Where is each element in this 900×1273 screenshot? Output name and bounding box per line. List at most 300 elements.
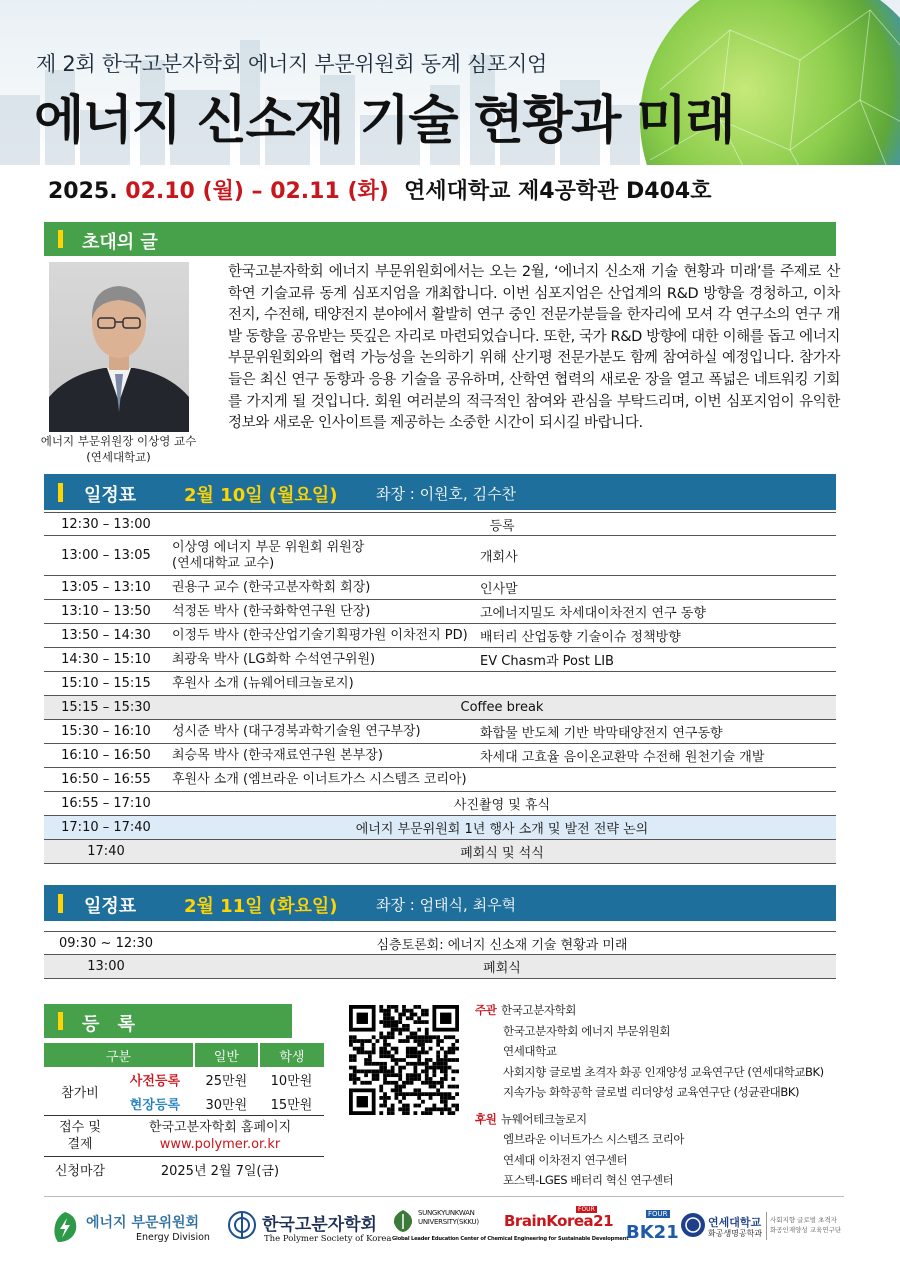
heading-marker <box>58 894 63 913</box>
pre-student-fee: 10만원 <box>270 1073 313 1089</box>
yonsei-emblem-icon <box>680 1212 706 1238</box>
qr-module <box>451 1051 455 1055</box>
qr-module <box>395 1081 399 1085</box>
chairman-photo <box>49 262 189 432</box>
qr-module <box>421 1069 425 1073</box>
four-badge: FOUR <box>578 1206 595 1213</box>
qr-module <box>406 1062 410 1066</box>
day1-schedule-table <box>44 512 836 864</box>
qr-module <box>364 1051 368 1055</box>
qr-module <box>360 1039 364 1043</box>
yonsei-dept: 화공생명공학과 <box>708 1229 763 1238</box>
qr-module <box>455 1069 459 1073</box>
qr-module <box>398 1107 402 1111</box>
qr-module <box>395 1051 399 1055</box>
schedule-topic <box>476 672 836 696</box>
qr-module <box>402 1081 406 1085</box>
qr-module <box>391 1069 395 1073</box>
footer-divider <box>44 1196 844 1197</box>
qr-module <box>391 1107 395 1111</box>
qr-module <box>349 1043 353 1047</box>
qr-module <box>448 1085 452 1089</box>
qr-module <box>387 1043 391 1047</box>
qr-module <box>383 1092 387 1096</box>
qr-module <box>444 1096 448 1100</box>
qr-module <box>379 1009 383 1013</box>
qr-module <box>421 1009 425 1013</box>
qr-module <box>436 1062 440 1066</box>
qr-module <box>379 1111 383 1115</box>
qr-module <box>410 1009 414 1013</box>
qr-module <box>379 1035 383 1039</box>
qr-module <box>425 1051 429 1055</box>
qr-module <box>406 1107 410 1111</box>
fee-label: 참가비 <box>61 1085 99 1101</box>
yonsei-bk-line1: 사회지향 글로벌 초격자 <box>770 1216 837 1224</box>
qr-module <box>421 1047 425 1051</box>
qr-module <box>372 1047 376 1051</box>
qr-module <box>417 1051 421 1055</box>
qr-module <box>391 1058 395 1062</box>
registration-heading: 등 록 <box>82 1014 142 1035</box>
qr-module <box>440 1066 444 1070</box>
qr-module <box>425 1066 429 1070</box>
schedule-time: 13:00 – 13:05 <box>44 536 168 576</box>
qr-module <box>395 1058 399 1062</box>
qr-module <box>402 1107 406 1111</box>
qr-module <box>448 1058 452 1062</box>
qr-module <box>429 1077 433 1081</box>
qr-module <box>413 1054 417 1058</box>
qr-module <box>349 1054 353 1058</box>
qr-module <box>387 1009 391 1013</box>
qr-module <box>353 1069 357 1073</box>
skku-name-2: UNIVERSITY(SKKU) <box>418 1218 479 1226</box>
qr-module <box>444 1058 448 1062</box>
qr-module <box>421 1020 425 1024</box>
qr-module <box>413 1047 417 1051</box>
qr-module <box>387 1035 391 1039</box>
schedule-row <box>44 672 836 696</box>
host-item: 연세대학교 <box>503 1044 557 1058</box>
qr-module <box>440 1111 444 1115</box>
deadline-value: 2025년 2월 7일(금) <box>116 1157 324 1182</box>
qr-module <box>444 1054 448 1058</box>
qr-module <box>421 1013 425 1017</box>
qr-module <box>379 1047 383 1051</box>
qr-module <box>379 1088 383 1092</box>
schedule-row <box>44 648 836 672</box>
schedule-item: 폐회식 및 석식 <box>168 840 836 864</box>
qr-module <box>398 1013 402 1017</box>
qr-module <box>402 1028 406 1032</box>
qr-module <box>402 1005 406 1009</box>
qr-module <box>398 1066 402 1070</box>
host-item: 사회지향 글로벌 초격자 화공 인재양성 교육연구단 (연세대학교BK) <box>503 1064 824 1079</box>
qr-module <box>379 1062 383 1066</box>
qr-module <box>417 1043 421 1047</box>
heading-marker <box>58 483 63 502</box>
qr-module <box>353 1035 357 1039</box>
qr-module <box>455 1092 459 1096</box>
qr-module <box>436 1081 440 1085</box>
qr-module <box>440 1096 444 1100</box>
qr-module <box>395 1096 399 1100</box>
qr-module <box>349 1073 353 1077</box>
schedule-time: 15:10 – 15:15 <box>44 672 168 696</box>
qr-module <box>379 1085 383 1089</box>
sponsor-label: 후원 <box>475 1111 497 1126</box>
qr-module <box>357 1069 361 1073</box>
qr-module <box>353 1054 357 1058</box>
qr-module <box>429 1035 433 1039</box>
qr-module <box>410 1092 414 1096</box>
schedule-time: 09:30 ~ 12:30 <box>44 932 168 955</box>
qr-module <box>391 1016 395 1020</box>
polymer-society-en: The Polymer Society of Korea <box>264 1234 392 1244</box>
qr-module <box>402 1104 406 1108</box>
qr-module <box>391 1028 395 1032</box>
schedule-label: 일정표 <box>84 896 137 917</box>
qr-module <box>432 1073 436 1077</box>
qr-module <box>429 1096 433 1100</box>
qr-module <box>349 1035 353 1039</box>
qr-module <box>429 1111 433 1115</box>
qr-module <box>429 1058 433 1062</box>
schedule-topic: 배터리 산업동향 기술이슈 정책방향 <box>476 624 836 648</box>
qr-module <box>436 1039 440 1043</box>
qr-module <box>410 1051 414 1055</box>
schedule-speaker: 이상영 에너지 부문 위원회 위원장 (연세대학교 교수) <box>168 536 476 576</box>
qr-module <box>398 1085 402 1089</box>
deadline-label: 신청마감 <box>44 1157 116 1182</box>
qr-module <box>398 1028 402 1032</box>
qr-finder-pattern <box>440 1013 451 1024</box>
qr-module <box>357 1077 361 1081</box>
qr-module <box>379 1069 383 1073</box>
qr-module <box>398 1100 402 1104</box>
qr-module <box>451 1104 455 1108</box>
four-badge: FOUR <box>648 1210 668 1218</box>
qr-module <box>364 1062 368 1066</box>
qr-module <box>429 1047 433 1051</box>
qr-module <box>455 1047 459 1051</box>
qr-module <box>395 1073 399 1077</box>
qr-module <box>364 1081 368 1085</box>
schedule-chair: 좌장 : 엄태식, 최우혁 <box>376 896 517 914</box>
invitation-text: 한국고분자학회 에너지 부문위원회에서는 오는 2월, ‘에너지 신소재 기술 현황과 미래’를 주제로 산학연 기술교류 동계 심포지엄을 개최합니다. 이번 심포지엄은 산업계의 R&D 방향을 경청하고, 이차전지, 수전해, 태양전지 분야에서 활발히 연구 중인 전문가분들을 한자리에 모셔 각 연구소의 연구 개발 동향을 공유받는 뜻깊은 자리로 마련되었습니다. 또한, 국가 R&D 방향에 대한 이해를 돕고 에너지 부문위원회와의 협력 가능성을 논의하기 위해 산기평 전문가분도 함께 참여하실 예정입니다. 참가자들은 최신 연구 동향과 응용 기술을 공유하며, 산학연 협력의 새로운 장을 열고 폭넓은 네트워킹 기회를 가지게 될 것입니다. 회원 여러분의 적극적인 참여와 관심을 부탁드리며, 이번 심포지엄이 유익한 정보와 새로운 인사이트를 제공하는 소중한 시간이 되시길 바랍니다. <box>228 264 840 432</box>
qr-module <box>349 1039 353 1043</box>
qr-module <box>410 1062 414 1066</box>
qr-module <box>395 1005 399 1009</box>
schedule-time: 17:40 <box>44 840 168 864</box>
qr-module <box>391 1111 395 1115</box>
qr-module <box>353 1058 357 1062</box>
qr-module <box>398 1088 402 1092</box>
qr-module <box>383 1035 387 1039</box>
qr-module <box>376 1073 380 1077</box>
qr-module <box>387 1051 391 1055</box>
qr-module <box>368 1069 372 1073</box>
qr-module <box>391 1024 395 1028</box>
qr-module <box>432 1104 436 1108</box>
qr-module <box>417 1035 421 1039</box>
polymer-society-kr: 한국고분자학회 <box>262 1215 377 1235</box>
schedule-speaker: 후원사 소개 (엠브라운 이너트가스 시스템즈 코리아) <box>168 768 476 792</box>
qr-module <box>391 1104 395 1108</box>
qr-module <box>448 1096 452 1100</box>
qr-module <box>383 1009 387 1013</box>
qr-module <box>353 1047 357 1051</box>
skku-emblem-icon <box>392 1209 414 1233</box>
qr-module <box>402 1111 406 1115</box>
qr-module <box>398 1058 402 1062</box>
qr-module <box>451 1077 455 1081</box>
qr-module <box>417 1073 421 1077</box>
qr-module <box>429 1092 433 1096</box>
qr-module <box>368 1058 372 1062</box>
qr-module <box>413 1035 417 1039</box>
qr-module <box>436 1107 440 1111</box>
qr-module <box>383 1024 387 1028</box>
qr-module <box>429 1081 433 1085</box>
schedule-time: 13:10 – 13:50 <box>44 600 168 624</box>
host-item: 한국고분자학회 에너지 부문위원회 <box>503 1023 671 1038</box>
qr-module <box>383 1054 387 1058</box>
qr-module <box>440 1092 444 1096</box>
qr-module <box>417 1088 421 1092</box>
qr-module <box>436 1092 440 1096</box>
qr-module <box>391 1020 395 1024</box>
qr-module <box>413 1020 417 1024</box>
qr-module <box>379 1051 383 1055</box>
invitation-heading-bar <box>44 222 836 256</box>
qr-module <box>360 1043 364 1047</box>
qr-module <box>429 1107 433 1111</box>
qr-module <box>402 1066 406 1070</box>
event-subtitle: 제 2회 한국고분자학회 에너지 부문위원회 동계 심포지엄 <box>36 52 547 76</box>
schedule-item: 사진촬영 및 휴식 <box>168 792 836 816</box>
yonsei-bk-line2: 화공인재양성 교육연구단 <box>770 1226 842 1234</box>
qr-module <box>429 1085 433 1089</box>
qr-module <box>406 1009 410 1013</box>
qr-module <box>383 1016 387 1020</box>
sponsor-main: 뉴웨어테크놀로지 <box>501 1111 587 1126</box>
qr-module <box>360 1081 364 1085</box>
schedule-row <box>44 536 836 576</box>
schedule-day: 2월 10일 (월요일) <box>184 485 338 506</box>
qr-module <box>398 1039 402 1043</box>
qr-module <box>440 1047 444 1051</box>
day2-schedule-table <box>44 931 836 979</box>
schedule-item: Coffee break <box>168 696 836 720</box>
qr-module <box>440 1039 444 1043</box>
qr-module <box>349 1058 353 1062</box>
qr-module <box>417 1092 421 1096</box>
qr-module <box>383 1096 387 1100</box>
qr-module <box>372 1069 376 1073</box>
heading-marker <box>58 230 63 248</box>
qr-module <box>357 1047 361 1051</box>
qr-module <box>417 1096 421 1100</box>
qr-module <box>402 1013 406 1017</box>
qr-module <box>391 1073 395 1077</box>
energy-division-kr: 에너지 부문위원회 <box>86 1215 200 1231</box>
qr-module <box>429 1066 433 1070</box>
schedule-item: 심층토론회: 에너지 신소재 기술 현황과 미래 <box>168 932 836 955</box>
qr-module <box>410 1013 414 1017</box>
qr-module <box>455 1058 459 1062</box>
qr-module <box>387 1069 391 1073</box>
qr-module <box>360 1047 364 1051</box>
qr-module <box>432 1085 436 1089</box>
qr-module <box>372 1051 376 1055</box>
qr-module <box>406 1081 410 1085</box>
qr-module <box>406 1073 410 1077</box>
qr-module <box>413 1005 417 1009</box>
qr-module <box>413 1111 417 1115</box>
qr-module <box>410 1016 414 1020</box>
qr-module <box>383 1013 387 1017</box>
qr-module <box>417 1028 421 1032</box>
schedule-time: 16:55 – 17:10 <box>44 792 168 816</box>
qr-module <box>455 1104 459 1108</box>
qr-module <box>436 1058 440 1062</box>
qr-module <box>383 1039 387 1043</box>
schedule-day: 2월 11일 (화요일) <box>184 896 338 917</box>
schedule-item: 폐회식 <box>168 955 836 979</box>
qr-module <box>364 1069 368 1073</box>
qr-module <box>444 1092 448 1096</box>
brainkorea-wordmark: BrainKorea21 <box>504 1212 614 1230</box>
qr-module <box>372 1062 376 1066</box>
portrait-illustration <box>49 262 189 432</box>
qr-module <box>406 1077 410 1081</box>
qr-module <box>391 1005 395 1009</box>
schedule-time: 14:30 – 15:10 <box>44 648 168 672</box>
qr-module <box>413 1088 417 1092</box>
qr-module <box>436 1035 440 1039</box>
qr-module <box>436 1043 440 1047</box>
schedule-row <box>44 744 836 768</box>
qr-module <box>425 1028 429 1032</box>
day1-schedule-heading <box>44 474 836 510</box>
qr-module <box>413 1039 417 1043</box>
col-type-header: 구분 <box>44 1043 194 1067</box>
qr-module <box>421 1039 425 1043</box>
qr-module <box>391 1054 395 1058</box>
registration-qr-code[interactable] <box>349 1005 459 1115</box>
qr-module <box>402 1009 406 1013</box>
qr-module <box>353 1081 357 1085</box>
schedule-row <box>44 932 836 955</box>
qr-module <box>383 1069 387 1073</box>
qr-module <box>391 1081 395 1085</box>
qr-module <box>440 1077 444 1081</box>
apply-url-link[interactable]: www.polymer.or.kr <box>159 1137 281 1152</box>
qr-module <box>448 1111 452 1115</box>
qr-module <box>364 1039 368 1043</box>
qr-module <box>376 1062 380 1066</box>
qr-module <box>398 1016 402 1020</box>
organizers-list <box>475 1000 824 1191</box>
qr-module <box>406 1047 410 1051</box>
qr-module <box>406 1051 410 1055</box>
qr-module <box>383 1073 387 1077</box>
pre-general-fee: 25만원 <box>205 1073 248 1089</box>
schedule-row <box>44 696 836 720</box>
onsite-registration-label: 현장등록 <box>129 1097 181 1113</box>
schedule-row <box>44 576 836 600</box>
qr-module <box>353 1066 357 1070</box>
logo-divider <box>766 1212 767 1240</box>
qr-module <box>451 1047 455 1051</box>
qr-module <box>383 1020 387 1024</box>
qr-module <box>455 1039 459 1043</box>
heading-marker <box>58 1012 63 1030</box>
qr-module <box>436 1066 440 1070</box>
qr-module <box>413 1092 417 1096</box>
qr-module <box>425 1020 429 1024</box>
qr-module <box>376 1069 380 1073</box>
schedule-speaker: 후원사 소개 (뉴웨어테크놀로지) <box>168 672 476 696</box>
qr-module <box>376 1077 380 1081</box>
schedule-speaker: 이정두 박사 (한국산업기술기획평가원 이차전지 PD) <box>168 624 476 648</box>
qr-module <box>387 1024 391 1028</box>
onsite-general-fee: 30만원 <box>205 1097 248 1113</box>
qr-module <box>368 1039 372 1043</box>
qr-module <box>383 1081 387 1085</box>
qr-module <box>421 1035 425 1039</box>
qr-module <box>417 1005 421 1009</box>
qr-module <box>383 1047 387 1051</box>
qr-module <box>444 1062 448 1066</box>
qr-module <box>406 1039 410 1043</box>
qr-module <box>413 1032 417 1036</box>
qr-module <box>451 1058 455 1062</box>
qr-module <box>432 1066 436 1070</box>
qr-module <box>391 1032 395 1036</box>
qr-finder-pattern <box>357 1096 368 1107</box>
qr-module <box>451 1035 455 1039</box>
apply-method: 한국고분자학회 홈페이지 <box>148 1120 292 1135</box>
qr-module <box>455 1085 459 1089</box>
qr-module <box>387 1020 391 1024</box>
qr-module <box>440 1058 444 1062</box>
schedule-topic: 화합물 반도체 기반 박막태양전지 연구동향 <box>476 720 836 744</box>
schedule-topic: 인사말 <box>476 576 836 600</box>
invitation-heading: 초대의 글 <box>82 232 158 253</box>
skku-name-1: SUNGKYUNKWAN <box>418 1209 475 1217</box>
col-general-header: 일반 <box>194 1043 259 1067</box>
schedule-time: 13:05 – 13:10 <box>44 576 168 600</box>
header-banner <box>0 0 900 165</box>
qr-module <box>391 1066 395 1070</box>
qr-module <box>406 1054 410 1058</box>
qr-module <box>413 1066 417 1070</box>
chairman-name: 에너지 부문위원장 이상영 교수 <box>40 434 197 448</box>
schedule-time: 12:30 – 13:00 <box>44 513 168 536</box>
apply-label-line1: 접수 및 <box>59 1120 101 1135</box>
qr-module <box>391 1047 395 1051</box>
schedule-time: 15:15 – 15:30 <box>44 696 168 720</box>
qr-module <box>357 1051 361 1055</box>
schedule-label: 일정표 <box>84 485 137 506</box>
qr-module <box>432 1092 436 1096</box>
qr-module <box>364 1058 368 1062</box>
qr-module <box>417 1020 421 1024</box>
qr-module <box>448 1092 452 1096</box>
